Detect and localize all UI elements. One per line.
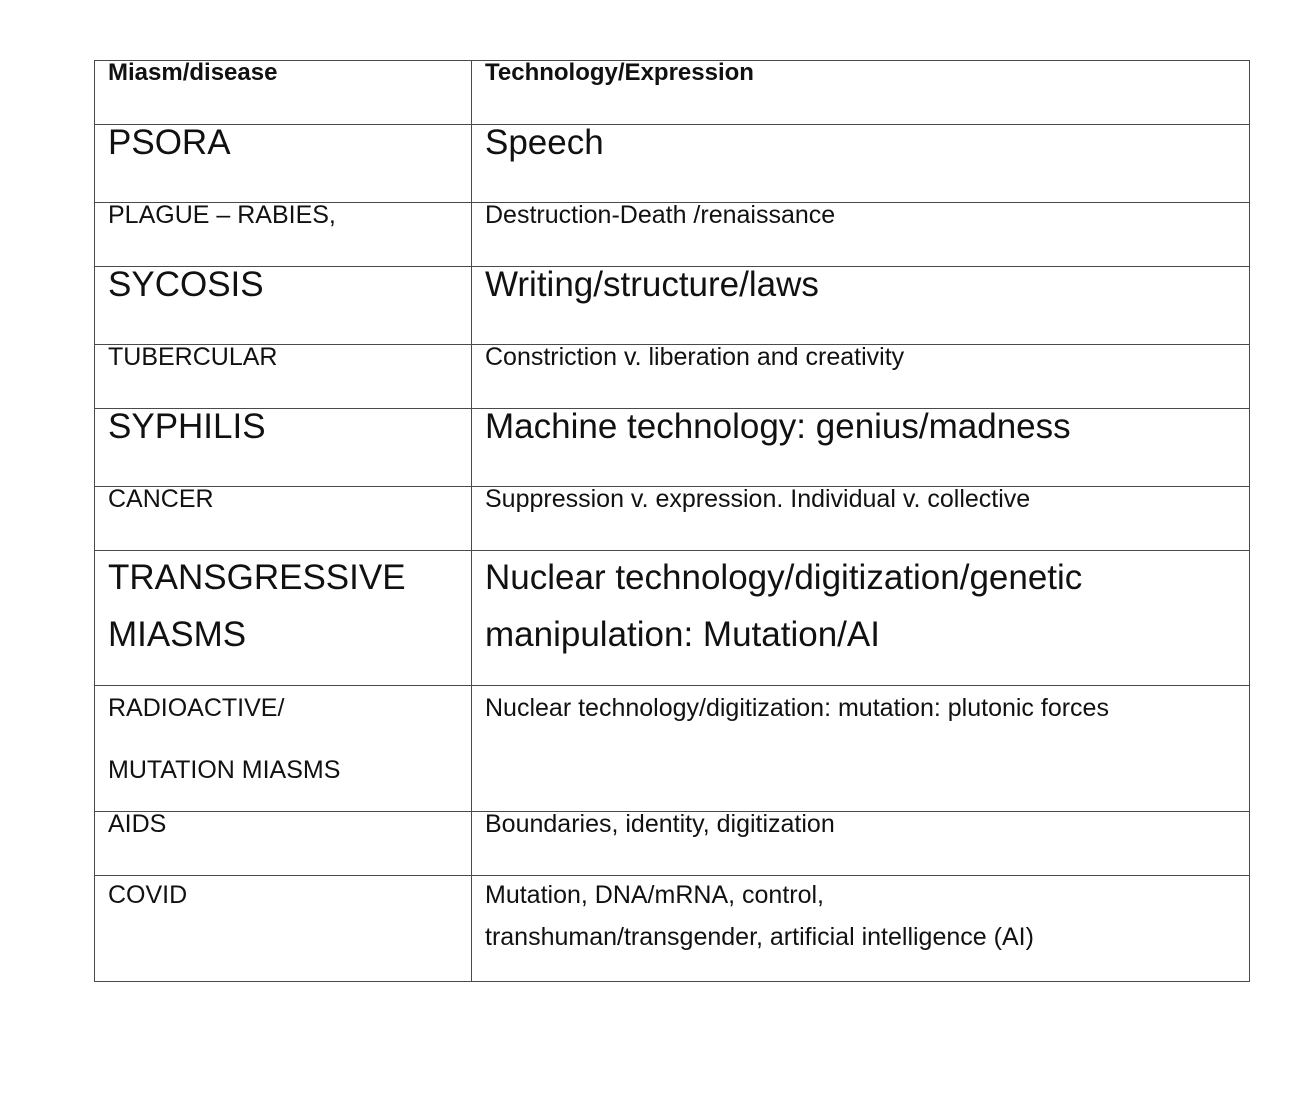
expression-cell [472, 487, 1250, 551]
miasm-cell-text [108, 345, 459, 370]
miasm-cell [95, 876, 472, 982]
expression-cell-text [485, 812, 1237, 837]
miasm-cell-line: PSORA [108, 124, 231, 162]
expression-cell [472, 812, 1250, 876]
expression-cell-line: Mutation, DNA/mRNA, control, [485, 881, 824, 909]
expression-cell-line: transhuman/transgender, artificial intelligence (AI) [485, 923, 1034, 951]
expression-cell [472, 686, 1250, 812]
miasm-cell-text [108, 487, 459, 512]
expression-cell [472, 203, 1250, 267]
table-row [95, 551, 1250, 686]
table-row [95, 812, 1250, 876]
expression-cell-line: Destruction-Death /renaissance [485, 202, 836, 229]
miasm-cell [95, 551, 472, 686]
expression-cell-line: Boundaries, identity, digitization [485, 811, 835, 838]
miasm-cell [95, 686, 472, 812]
expression-cell-text [485, 876, 1237, 959]
expression-cell-line: Suppression v. expression. Individual v. collective [485, 486, 1031, 513]
miasm-cell-line: AIDS [108, 811, 167, 838]
miasm-cell [95, 409, 472, 487]
miasm-cell [95, 203, 472, 267]
expression-cell-text [485, 203, 1237, 228]
expression-cell-text [485, 409, 1237, 444]
miasm-cell-text [108, 267, 459, 302]
miasm-cell-line: TRANSGRESSIVE [108, 558, 406, 597]
expression-cell [472, 345, 1250, 409]
expression-cell-line: Machine technology: genius/madness [485, 408, 1071, 446]
miasm-cell-text [108, 812, 459, 837]
table-row [95, 203, 1250, 267]
expression-cell [472, 876, 1250, 982]
miasm-cell-line: COVID [108, 881, 188, 909]
table-body [95, 61, 1250, 982]
expression-cell [472, 267, 1250, 345]
miasm-cell-text [108, 876, 459, 917]
expression-cell [472, 409, 1250, 487]
expression-cell-text [485, 345, 1237, 370]
expression-cell-text [485, 686, 1237, 740]
table-row [95, 345, 1250, 409]
table-row [95, 409, 1250, 487]
miasm-cell-text [108, 686, 459, 802]
expression-cell [472, 125, 1250, 203]
expression-cell-text [485, 551, 1237, 664]
miasm-cell-text [108, 409, 459, 444]
table-header-row [95, 61, 1250, 125]
miasm-cell-line: SYCOSIS [108, 266, 264, 304]
expression-cell-line: manipulation: Mutation/AI [485, 615, 880, 654]
expression-cell-line: Nuclear technology/digitization/genetic [485, 558, 1083, 597]
miasm-cell [95, 345, 472, 409]
miasm-cell-line: MUTATION MIASMS [108, 756, 341, 784]
header-technology-expression: Technology/Expression [472, 61, 1250, 125]
expression-cell-line: Speech [485, 124, 604, 162]
expression-cell-line: Constriction v. liberation and creativity [485, 344, 905, 371]
miasm-cell-text [108, 203, 459, 228]
miasm-cell-line: SYPHILIS [108, 408, 266, 446]
expression-cell-line: Writing/structure/laws [485, 266, 819, 304]
table-row [95, 876, 1250, 982]
miasm-cell [95, 812, 472, 876]
expression-cell-text [485, 125, 1237, 160]
miasm-cell [95, 487, 472, 551]
miasm-cell-line: RADIOACTIVE/ [108, 694, 285, 722]
expression-cell-line: Nuclear technology/digitization: mutation: plutonic forces [485, 694, 1109, 722]
miasm-cell [95, 267, 472, 345]
header-miasm-disease: Miasm/disease [95, 61, 472, 125]
miasm-cell [95, 125, 472, 203]
table-row [95, 686, 1250, 812]
miasm-cell-line: TUBERCULAR [108, 344, 278, 371]
expression-cell-text [485, 487, 1237, 512]
miasm-cell-line: CANCER [108, 486, 214, 513]
miasm-cell-line: PLAGUE – RABIES, [108, 202, 336, 229]
miasm-cell-text [108, 125, 459, 160]
table-row [95, 267, 1250, 345]
table-row [95, 125, 1250, 203]
expression-cell [472, 551, 1250, 686]
expression-cell-text [485, 267, 1237, 302]
table-row [95, 487, 1250, 551]
miasm-technology-table [94, 60, 1250, 982]
miasm-cell-text [108, 551, 459, 664]
miasm-cell-line: MIASMS [108, 615, 247, 654]
